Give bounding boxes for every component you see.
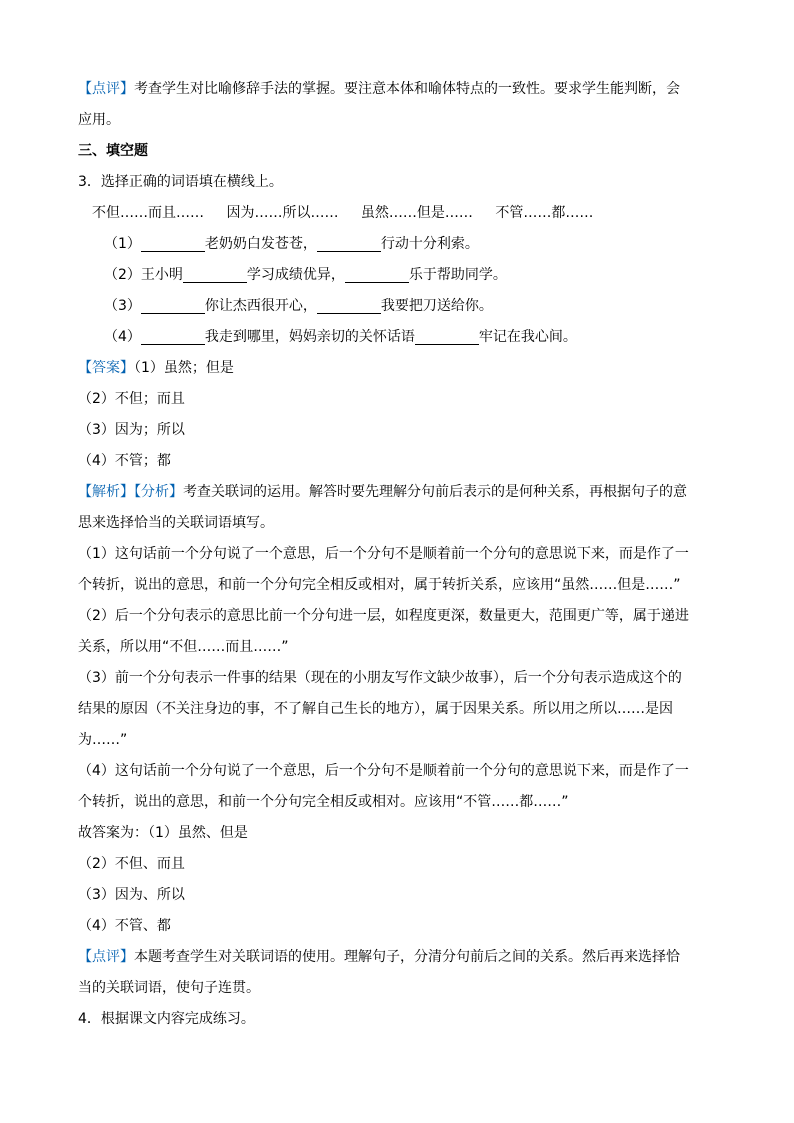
analysis-text: （3）前一个分句表示一件事的结果（现在的小朋友写作文缺少故事），后一个分句表示造成这个的 [78,670,682,686]
review-line [78,74,726,105]
review-tag: 【点评】 [78,81,134,97]
analysis-line [78,477,726,508]
item-text: 我走到哪里，妈妈亲切的关怀话语 [204,329,415,345]
item-number: （4） [104,329,141,345]
review-text: 本题考查学生对关联词语的使用。理解句子，分清分句前后之间的关系。然后再来选择恰 [134,949,680,965]
analysis-text: 考查关联词的运用。解答时要先理解分句前后表示的是何种关系，再根据句子的意 [183,484,687,500]
choice-item: 不管……都…… [495,205,594,221]
review-text-cont: 当的关联词语，使句子连贯。 [78,980,260,996]
analysis-subtag: 【分析】 [134,484,183,500]
blank-line[interactable] [141,328,205,345]
word-choices [78,198,726,229]
blank-line[interactable] [317,297,381,314]
answer-text: （4）不管；都 [78,453,171,469]
item-number: （1） [104,236,141,252]
blank-line[interactable] [317,235,381,252]
item-text: 行动十分利索。 [380,236,479,252]
fill-item-1 [78,229,726,260]
answer-tag: 【答案】 [78,360,134,376]
item-text: 乐于帮助同学。 [408,267,507,283]
review-text: 考查学生对比喻修辞手法的掌握。要注意本体和喻体特点的一致性。要求学生能判断，会 [134,81,680,97]
section-title: 三、填空题 [78,143,148,159]
review-tag: 【点评】 [78,949,134,965]
item-number: （3） [104,298,141,314]
question-3-stem: 3．选择正确的词语填在横线上。 [78,174,283,190]
final-answer: 故答案为：（1）虽然、但是 [78,825,248,841]
answer-text: （1）虽然；但是 [134,360,234,376]
analysis-text: 个转折，说出的意思，和前一个分句完全相反或相对，属于转折关系，应该用“虽然……但是……” [78,577,681,593]
fill-item-4 [78,322,726,353]
blank-line[interactable] [141,235,205,252]
analysis-text: 关系，所以用“不但……而且……” [78,639,289,655]
blank-line[interactable] [141,297,205,314]
analysis-text: 个转折，说出的意思，和前一个分句完全相反或相对。应该用“不管……都……” [78,794,569,810]
final-answer: （2）不但、而且 [78,856,185,872]
item-text: 我要把刀送给你。 [380,298,493,314]
analysis-tag: 【解析】 [78,484,134,500]
analysis-text: 思来选择恰当的关联词语填写。 [78,515,274,531]
analysis-text: （4）这句话前一个分句说了一个意思，后一个分句不是顺着前一个分句的意思说下来，而是作了一 [78,763,689,779]
analysis-text: 为……” [78,732,128,748]
item-text: 老奶奶白发苍苍， [204,236,317,252]
choice-item: 虽然……但是…… [360,205,473,221]
review-line [78,942,726,973]
analysis-text: 结果的原因（不关注身边的事，不了解自己生长的地方），属于因果关系。所以用之所以……是因 [78,701,673,717]
final-answer: （4）不管、都 [78,918,171,934]
document-page [78,74,726,1035]
final-answer: （3）因为、所以 [78,887,185,903]
answer-line [78,353,726,384]
item-text: 学习成绩优异， [246,267,345,283]
question-4-stem: 4．根据课文内容完成练习。 [78,1011,255,1027]
answer-text: （3）因为；所以 [78,422,185,438]
analysis-text: （2）后一个分句表示的意思比前一个分句进一层，如程度更深，数量更大，范围更广等，属于递进 [78,608,689,624]
review-text-cont: 应用。 [78,112,120,128]
item-number: （2） [104,267,141,283]
blank-line[interactable] [183,266,247,283]
item-text: 你让杰西很开心， [204,298,317,314]
analysis-text: （1）这句话前一个分句说了一个意思，后一个分句不是顺着前一个分句的意思说下来，而是作了一 [78,546,689,562]
fill-item-2 [78,260,726,291]
blank-line[interactable] [415,328,479,345]
fill-item-3 [78,291,726,322]
choice-item: 不但……而且…… [92,205,204,221]
item-text: 牢记在我心间。 [478,329,577,345]
blank-line[interactable] [345,266,409,283]
answer-text: （2）不但；而且 [78,391,185,407]
item-text: 王小明 [140,267,183,283]
choice-item: 因为……所以…… [226,205,339,221]
